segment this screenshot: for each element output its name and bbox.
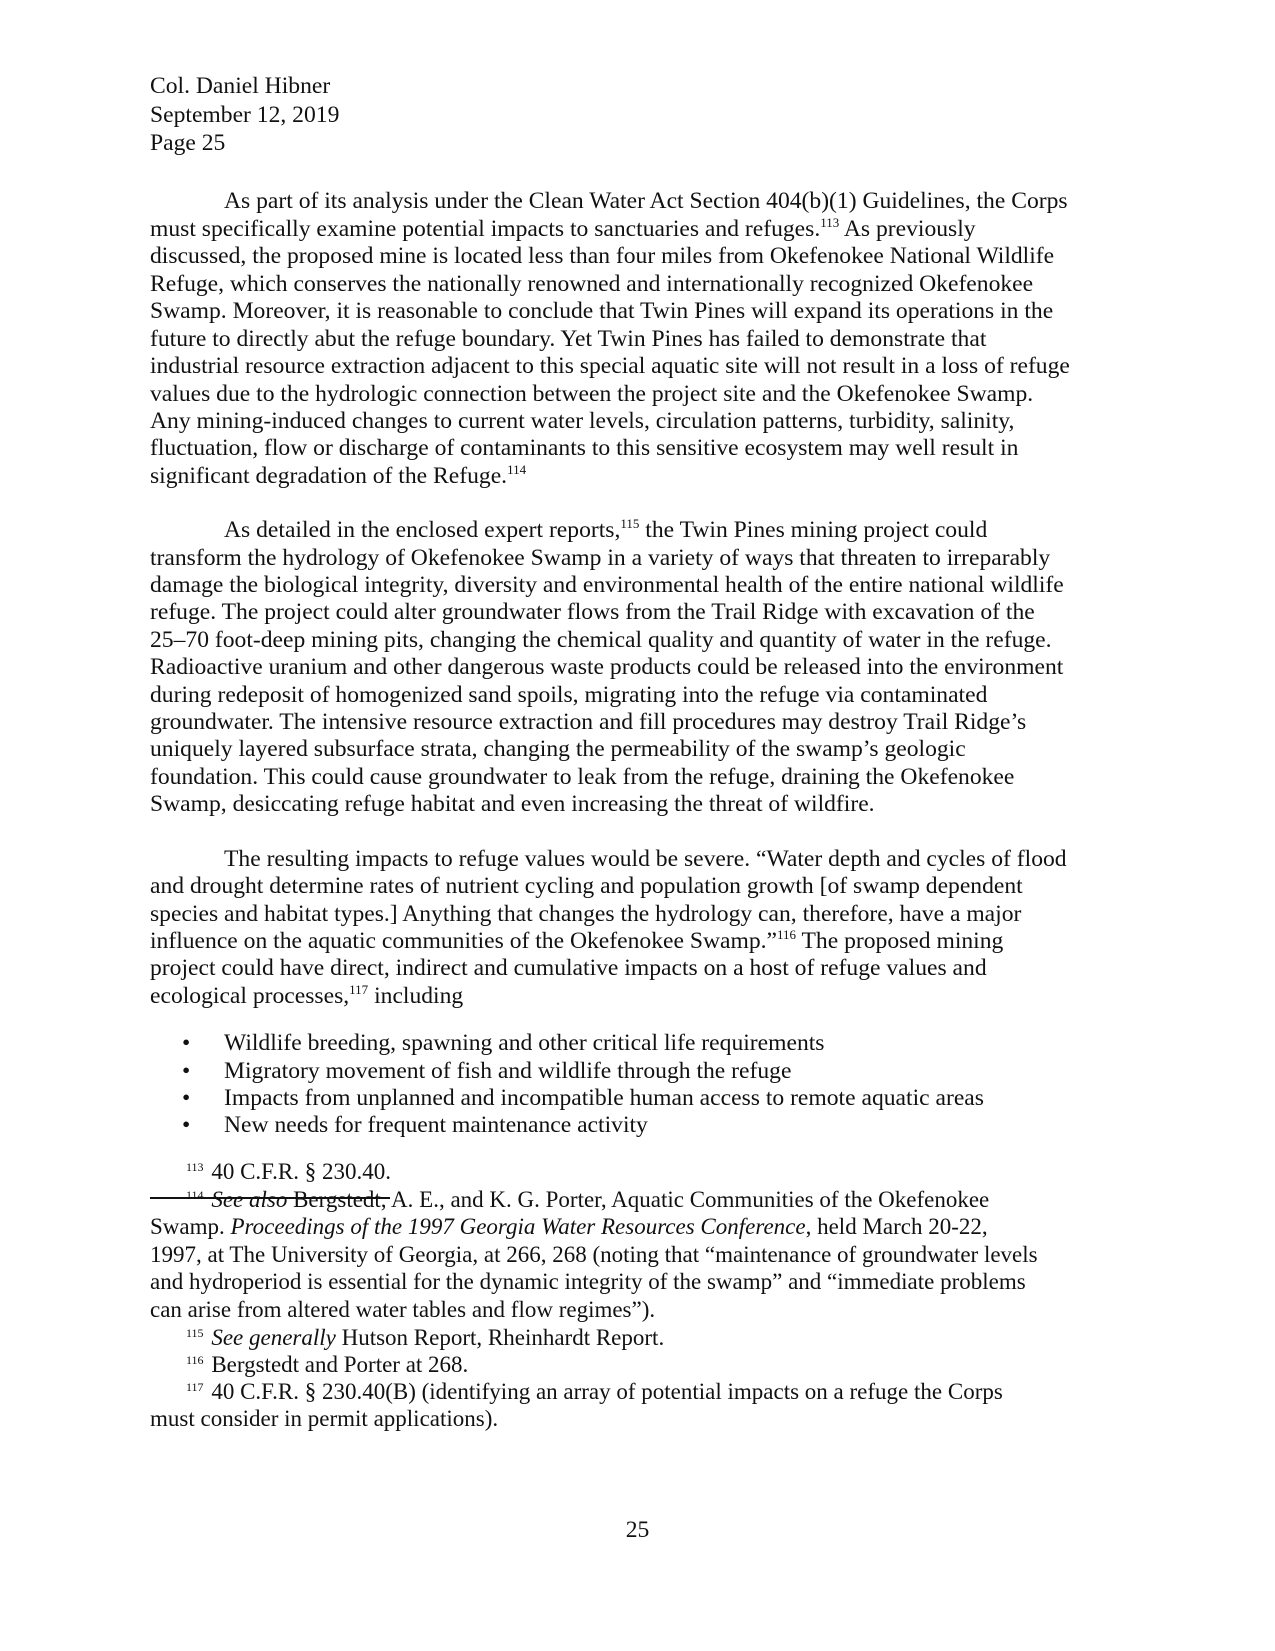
text-line: uniquely layered subsurface strata, changing the permeability of the swamp’s geologic (150, 736, 966, 762)
text-line: species and habitat types.] Anything that changes the hydrology can, therefore, have a major (150, 901, 1022, 927)
text-line: influence on the aquatic communities of the Okefenokee Swamp.”$^{116}$ The proposed mining (150, 927, 1004, 954)
list-item-text: Impacts from unplanned and incompatible human access to remote aquatic areas (224, 1085, 984, 1111)
footnote-116: $^{116}$ Bergstedt and Porter at 268. (186, 1352, 469, 1377)
text-line: industrial resource extraction adjacent to this special aquatic site will not result in a loss of refuge (150, 353, 1070, 379)
text-line: and drought determine rates of nutrient cycling and population growth [of swamp dependent (150, 873, 1023, 899)
text-line: 25–70 foot-deep mining pits, changing the chemical quality and quantity of water in the refuge. (150, 627, 1052, 653)
text-line: Swamp. Proceedings of the 1997 Georgia Water Resources Conference, held March 20-22, (150, 1214, 988, 1239)
page-number: 25 (625, 1517, 650, 1543)
text-line: can arise from altered water tables and flow regimes”). (150, 1297, 656, 1322)
letter-date: September 12, 2019 (150, 101, 340, 128)
footnote-114: $^{114}$ See also Bergstedt, A. E., and K. G. Porter, Aquatic Communities of the Okefenokee (186, 1187, 990, 1212)
text-line: The resulting impacts to refuge values would be severe. “Water depth and cycles of flood (224, 846, 1067, 872)
footnote-ref[interactable]: 114 (507, 462, 527, 477)
footnote-ref[interactable]: 113 (820, 215, 840, 230)
bullet-icon: • (182, 1030, 191, 1056)
text-line: project could have direct, indirect and cumulative impacts on a host of refuge values and (150, 955, 987, 981)
letter-header (150, 72, 750, 158)
footnote-117: $^{117}$ 40 C.F.R. § 230.40(B) (identifying an array of potential impacts on a refuge the Corps (186, 1379, 1003, 1404)
text-line: and hydroperiod is essential for the dynamic integrity of the swamp” and “immediate problems (150, 1269, 1026, 1294)
text-line: during redeposit of homogenized sand spoils, migrating into the refuge via contaminated (150, 682, 988, 708)
bullet-icon: • (182, 1058, 191, 1084)
text-line: damage the biological integrity, diversity and environmental health of the entire national wildlife (150, 572, 1064, 598)
text-line: As part of its analysis under the Clean Water Act Section 404(b)(1) Guidelines, the Corps (224, 188, 1068, 214)
page-label: Page 25 (150, 130, 226, 157)
text-line: 1997, at The University of Georgia, at 266, 268 (noting that “maintenance of groundwater levels (150, 1242, 1038, 1267)
text-line: transform the hydrology of Okefenokee Swamp in a variety of ways that threaten to irreparably (150, 545, 1051, 571)
bullet-icon: • (182, 1112, 191, 1138)
footnote-113: $^{113}$ 40 C.F.R. § 230.40. (186, 1159, 391, 1184)
text-line: foundation. This could cause groundwater to leak from the refuge, draining the Okefenokee (150, 764, 1015, 790)
text-line: refuge. The project could alter groundwater flows from the Trail Ridge with excavation of the (150, 599, 1035, 625)
text-line: ecological processes,$^{117}$ including (150, 982, 464, 1009)
text-line: values due to the hydrologic connection between the project site and the Okefenokee Swamp. (150, 381, 1034, 407)
footnote-ref[interactable]: 117 (349, 982, 369, 997)
text-line: groundwater. The intensive resource extraction and fill procedures may destroy Trail Ridge’s (150, 709, 1027, 735)
text-line: Any mining-induced changes to current water levels, circulation patterns, turbidity, salinity, (150, 408, 1015, 434)
text-line: must specifically examine potential impacts to sanctuaries and refuges.$^{113}$ As previously (150, 215, 976, 242)
text-line: must consider in permit applications). (150, 1406, 499, 1431)
bullet-icon: • (182, 1085, 191, 1111)
list-item-text: Migratory movement of fish and wildlife through the refuge (224, 1058, 792, 1084)
text-line: Swamp. Moreover, it is reasonable to conclude that Twin Pines will expand its operations in the (150, 298, 1054, 324)
text-line: fluctuation, flow or discharge of contaminants to this sensitive ecosystem may well result in (150, 435, 1019, 461)
text-line: discussed, the proposed mine is located less than four miles from Okefenokee National Wildlife (150, 243, 1055, 269)
text-line: future to directly abut the refuge boundary. Yet Twin Pines has failed to demonstrate that (150, 326, 987, 352)
recipient-name: Col. Daniel Hibner (150, 73, 331, 99)
footnote-ref[interactable]: 115 (620, 516, 640, 531)
footnote-115: $^{115}$ See generally Hutson Report, Rheinhardt Report. (186, 1325, 665, 1350)
text-line: As detailed in the enclosed expert reports,$^{115}$ the Twin Pines mining project could (224, 516, 988, 543)
list-item-text: New needs for frequent maintenance activity (224, 1112, 648, 1138)
text-line: significant degradation of the Refuge.$^{114}$ (150, 462, 527, 489)
text-line: Radioactive uranium and other dangerous waste products could be released into the environment (150, 654, 1064, 680)
text-line: Refuge, which conserves the nationally renowned and internationally recognized Okefenokee (150, 271, 1034, 297)
list-item-text: Wildlife breeding, spawning and other critical life requirements (224, 1030, 825, 1056)
footnote-ref[interactable]: 116 (777, 927, 797, 942)
text-line: Swamp, desiccating refuge habitat and even increasing the threat of wildfire. (150, 791, 875, 817)
